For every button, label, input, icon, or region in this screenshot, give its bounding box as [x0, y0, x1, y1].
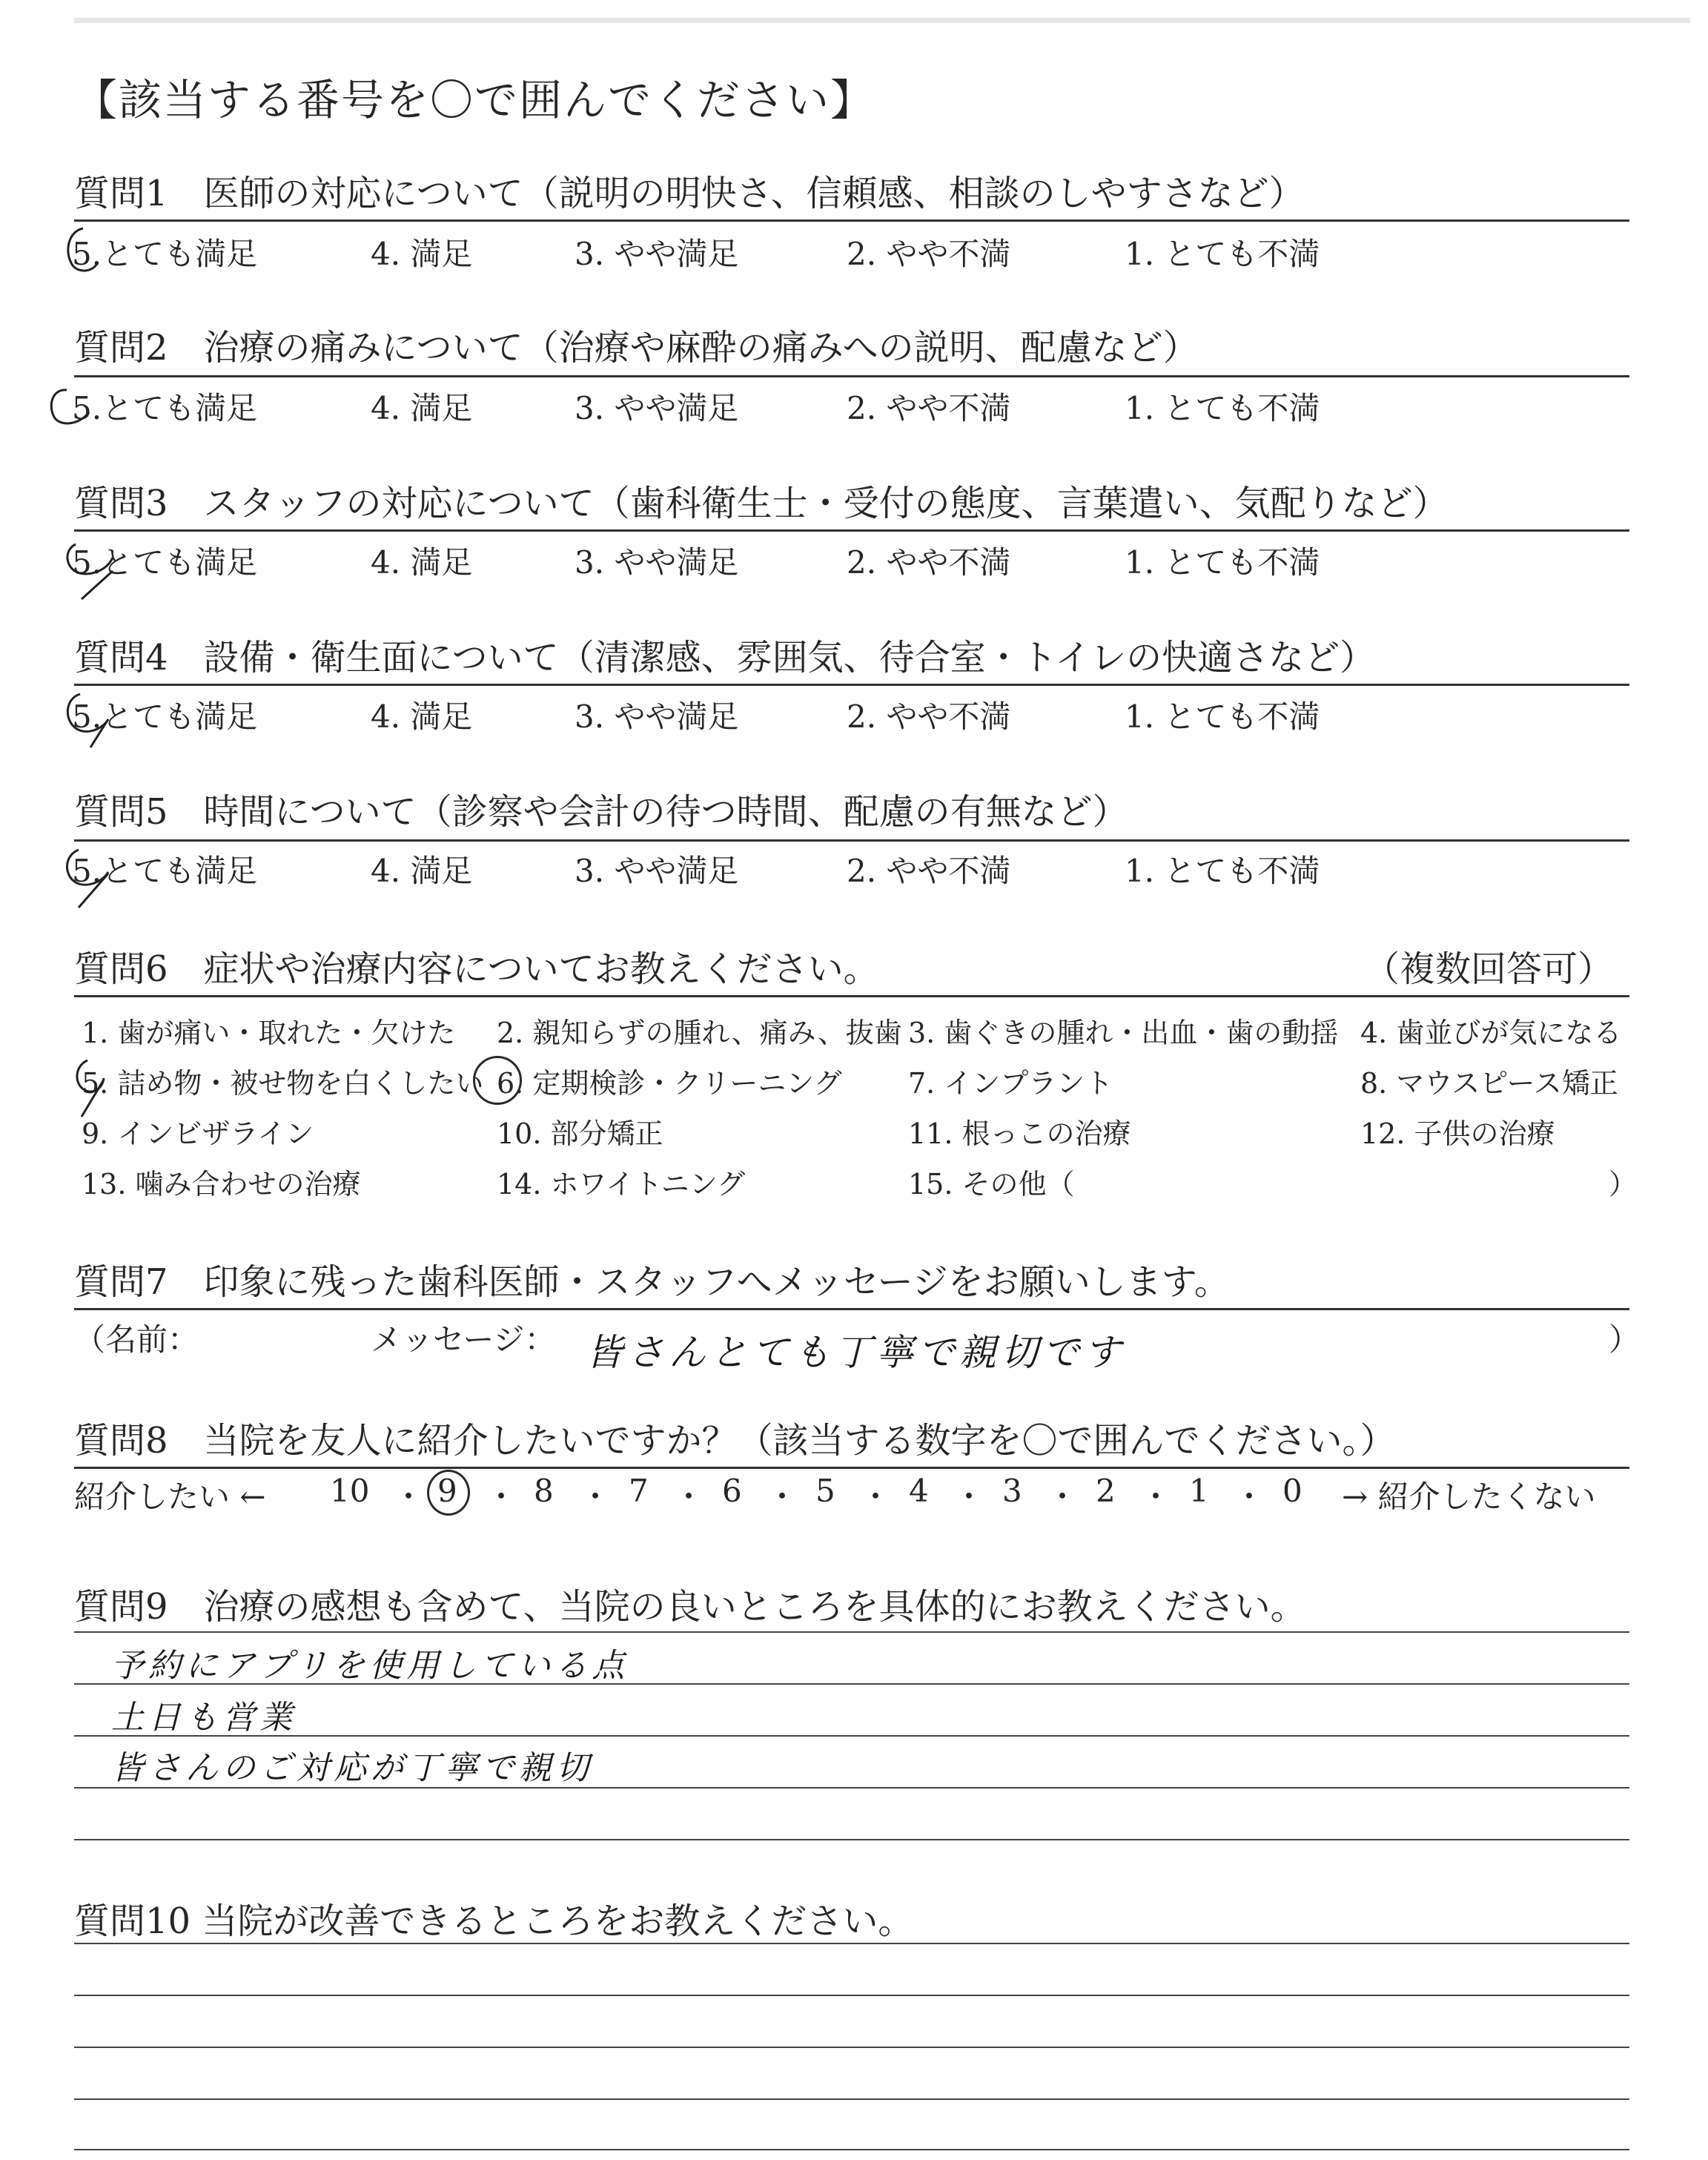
q10-answer-line	[74, 2149, 1629, 2150]
q6-item-2[interactable]: 2. 親知らずの腫れ、痛み、抜歯	[497, 1017, 902, 1049]
q1-selected-circle-mark	[62, 224, 114, 283]
q9-answer-line	[74, 1735, 1629, 1737]
q8-scale-5[interactable]: 5	[815, 1473, 835, 1509]
q7-message-handwritten[interactable]: 皆さんとても丁寧で親切です	[586, 1331, 1125, 1374]
q6-item-11[interactable]: 11. 根っこの治療	[908, 1117, 1131, 1150]
q3-selected-circle-mark	[61, 538, 128, 605]
q8-selected-circle	[427, 1470, 470, 1516]
question-6-note: （複数回答可）	[1364, 948, 1614, 990]
q2-option-1[interactable]: 1. とても不満	[1125, 390, 1320, 426]
q8-separator: ・	[767, 1479, 798, 1515]
q8-scale-1[interactable]: 1	[1189, 1473, 1209, 1509]
q6-item-13[interactable]: 13. 噛み合わせの治療	[82, 1168, 361, 1200]
question-8-rule	[74, 1467, 1629, 1469]
q8-scale-4[interactable]: 4	[909, 1473, 929, 1509]
q8-scale-6[interactable]: 6	[722, 1473, 742, 1509]
q1-option-1[interactable]: 1. とても不満	[1125, 236, 1320, 272]
q3-option-3[interactable]: 3. やや満足	[575, 544, 739, 581]
q8-scale-0[interactable]: 0	[1282, 1473, 1302, 1509]
question-10: 質問10 当院が改善できるところをお教えください。	[74, 1900, 914, 1942]
q3-option-2[interactable]: 2. やや不満	[847, 544, 1011, 581]
q8-right-label: → 紹介したくない	[1342, 1479, 1596, 1515]
q5-option-5[interactable]: 5.とても満足	[72, 853, 258, 889]
question-2-rule	[74, 375, 1629, 377]
q4-option-4[interactable]: 4. 満足	[371, 698, 473, 735]
q5-option-3[interactable]: 3. やや満足	[575, 853, 739, 889]
question-7: 質問7 印象に残った歯科医師・スタッフへメッセージをお願いします。	[74, 1261, 1230, 1303]
question-8: 質問8 当院を友人に紹介したいですか？（該当する数字を〇で囲んでください。）	[74, 1420, 1396, 1462]
q4-option-5[interactable]: 5.とても満足	[72, 698, 258, 735]
question-1: 質問1 医師の対応について（説明の明快さ、信頼感、相談のしやすさなど）	[74, 173, 1305, 214]
q6-item-8[interactable]: 8. マウスピース矯正	[1360, 1067, 1618, 1100]
q10-answer-line	[74, 1995, 1629, 1996]
q4-selected-circle-mark	[61, 690, 128, 756]
question-2: 質問2 治療の痛みについて（治療や麻酔の痛みへの説明、配慮など）	[74, 327, 1199, 369]
q4-option-2[interactable]: 2. やや不満	[847, 698, 1011, 735]
q6-item-15[interactable]: 15. その他（	[908, 1168, 1075, 1200]
q8-separator: ・	[393, 1479, 425, 1515]
q2-selected-circle-mark	[44, 386, 104, 445]
q9-answer-line	[74, 1631, 1629, 1633]
q7-message-label: メッセージ：	[371, 1321, 556, 1358]
q1-option-2[interactable]: 2. やや不満	[847, 236, 1011, 272]
page-title: 【該当する番号を〇で囲んでください】	[74, 75, 875, 125]
q6-item-5[interactable]: 5. 詰め物・被せ物を白くしたい	[82, 1067, 484, 1100]
question-5: 質問5 時間について（診察や会計の待つ時間、配慮の有無など）	[74, 791, 1128, 833]
q3-option-1[interactable]: 1. とても不満	[1125, 544, 1320, 581]
q8-separator: ・	[1234, 1479, 1265, 1515]
question-4: 質問4 設備・衛生面について（清潔感、雰囲気、待合室・トイレの快適さなど）	[74, 637, 1376, 678]
q10-answer-line	[74, 2047, 1629, 2048]
q6-item-5-selected-mark	[70, 1056, 122, 1123]
q6-item-7[interactable]: 7. インプラント	[908, 1067, 1113, 1100]
q6-item-15-close-paren: ）	[1609, 1168, 1638, 1200]
q9-answer-line	[74, 1839, 1629, 1840]
q6-item-9[interactable]: 9. インビザライン	[82, 1117, 314, 1150]
q3-option-5[interactable]: 5.とても満足	[72, 544, 258, 581]
q8-separator: ・	[860, 1479, 892, 1515]
q2-option-4[interactable]: 4. 満足	[371, 390, 473, 426]
q6-item-4[interactable]: 4. 歯並びが気になる	[1360, 1017, 1622, 1049]
question-1-rule	[74, 219, 1629, 222]
q6-item-10[interactable]: 10. 部分矯正	[497, 1117, 663, 1150]
q6-item-1[interactable]: 1. 歯が痛い・取れた・欠けた	[82, 1017, 456, 1049]
q1-option-3[interactable]: 3. やや満足	[575, 236, 739, 272]
q5-option-1[interactable]: 1. とても不満	[1125, 853, 1320, 889]
q8-scale-10[interactable]: 10	[330, 1473, 370, 1509]
question-3-rule	[74, 529, 1629, 532]
question-9: 質問9 治療の感想も含めて、当院の良いところを具体的にお教えください。	[74, 1586, 1306, 1628]
q10-answer-line	[74, 2098, 1629, 2100]
q7-name-label: （名前：	[74, 1321, 199, 1358]
q6-item-14[interactable]: 14. ホワイトニング	[497, 1168, 746, 1200]
q1-option-5[interactable]: 5.とても満足	[72, 236, 258, 272]
question-4-rule	[74, 684, 1629, 686]
q8-scale-9[interactable]: 9	[437, 1473, 457, 1509]
question-6-rule	[74, 995, 1629, 997]
question-5-rule	[74, 839, 1629, 842]
question-7-rule	[74, 1308, 1629, 1310]
q6-item-12[interactable]: 12. 子供の治療	[1360, 1117, 1555, 1150]
q8-separator: ・	[1047, 1479, 1079, 1515]
q8-separator: ・	[580, 1479, 612, 1515]
q4-option-3[interactable]: 3. やや満足	[575, 698, 739, 735]
question-6: 質問6 症状や治療内容についてお教えください。	[74, 948, 879, 990]
q4-option-1[interactable]: 1. とても不満	[1125, 698, 1320, 735]
q2-option-2[interactable]: 2. やや不満	[847, 390, 1011, 426]
question-3: 質問3 スタッフの対応について（歯科衛生士・受付の態度、言葉遣い、気配りなど）	[74, 483, 1449, 524]
q9-answer-3[interactable]: 皆さんのご対応が丁寧で親切	[111, 1749, 593, 1787]
q8-separator: ・	[1140, 1479, 1172, 1515]
q8-separator: ・	[673, 1479, 705, 1515]
q1-option-4[interactable]: 4. 満足	[371, 236, 473, 272]
q2-option-5[interactable]: 5.とても満足	[72, 390, 258, 426]
q8-separator: ・	[486, 1479, 517, 1515]
q5-selected-circle-mark	[59, 845, 126, 912]
q7-close-paren: ）	[1609, 1321, 1641, 1358]
q5-option-4[interactable]: 4. 満足	[371, 853, 473, 889]
q10-answer-line	[74, 1943, 1629, 1944]
q8-separator: ・	[953, 1479, 985, 1515]
q5-option-2[interactable]: 2. やや不満	[847, 853, 1011, 889]
q6-item-6[interactable]: 6. 定期検診・クリーニング	[497, 1067, 842, 1100]
q2-option-3[interactable]: 3. やや満足	[575, 390, 739, 426]
q8-scale-3[interactable]: 3	[1002, 1473, 1022, 1509]
q8-scale-8[interactable]: 8	[534, 1473, 554, 1509]
q9-answer-1[interactable]: 予約にアプリを使用している点	[111, 1647, 629, 1685]
q8-scale-2[interactable]: 2	[1096, 1473, 1116, 1509]
q6-item-6-selected-circle	[473, 1056, 522, 1105]
q8-left-label: 紹介したい ←	[74, 1479, 266, 1515]
q9-answer-2[interactable]: 土日も営業	[111, 1699, 297, 1737]
q8-scale-7[interactable]: 7	[629, 1473, 649, 1509]
top-border	[74, 18, 1690, 23]
q3-option-4[interactable]: 4. 満足	[371, 544, 473, 581]
q6-item-3[interactable]: 3. 歯ぐきの腫れ・出血・歯の動揺	[908, 1017, 1339, 1049]
